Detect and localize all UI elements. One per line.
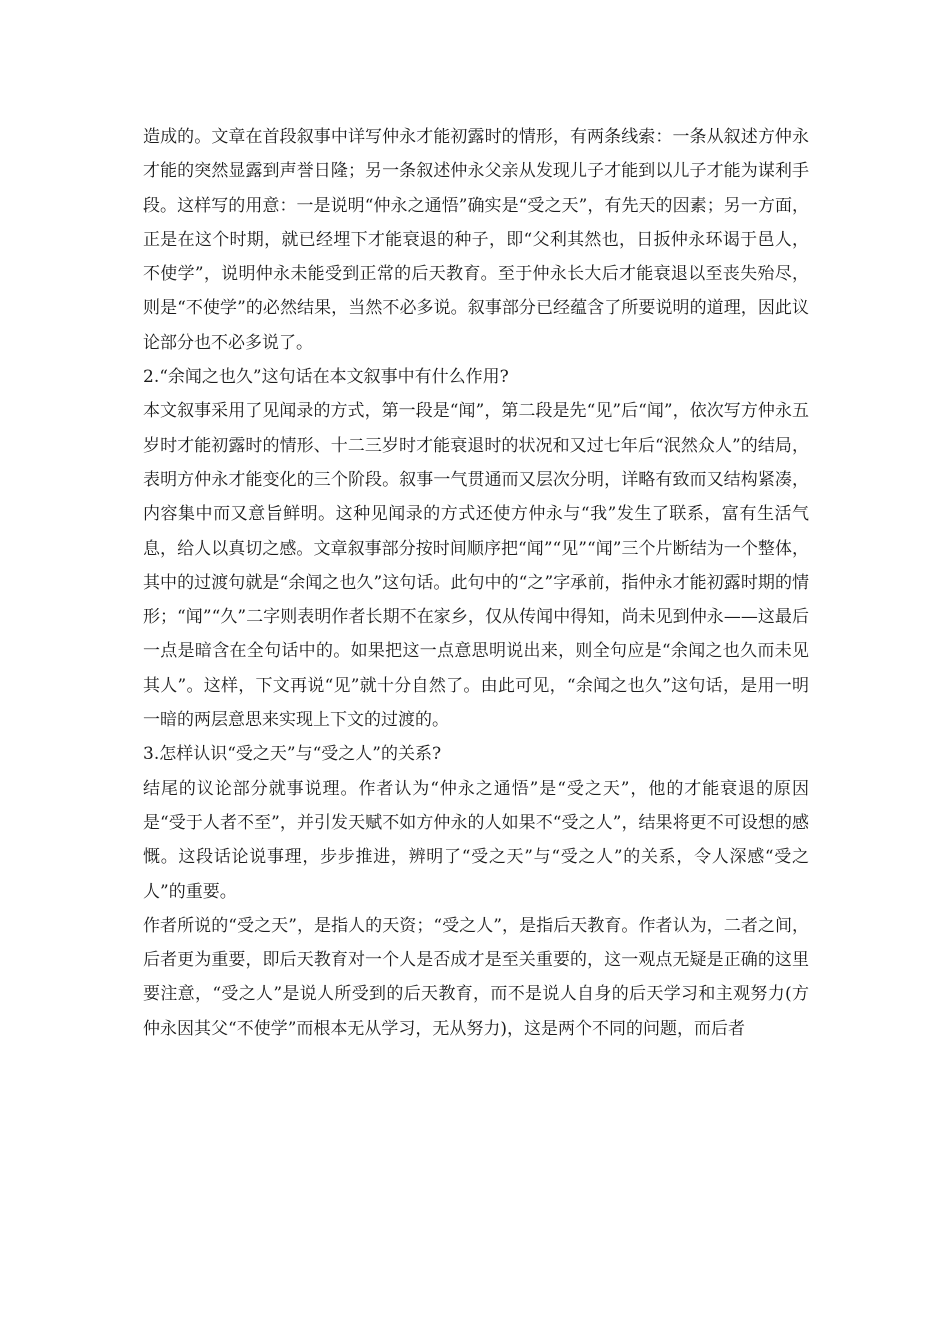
paragraph-continuation: 造成的。文章在首段叙事中详写仲永才能初露时的情形，有两条线索：一条从叙述方仲永才能的突然显露到声誉日隆；另一条叙述仲永父亲从发现儿子才能到以儿子才能为谋利手段。这样写的用意：一是说明“仲永之通悟”确实是“受之天”，有先天的因素；另一方面，正是在这个时期，就已经埋下才能衰退的种子，即“父利其然也，日扳仲永环谒于邑人，不使学”，说明仲永未能受到正常的后天教育。至于仲永长大后才能衰退以至丧失殆尽，则是“不使学”的必然结果，当然不必多说。叙事部分已经蕴含了所要说明的道理，因此议论部分也不必多说了。 bbox=[143, 127, 809, 353]
answer-paragraph-3a: 结尾的议论部分就事说理。作者认为“仲永之通悟”是“受之天”，他的才能衰退的原因是“受于人者不至”，并引发天赋不如方仲永的人如果不“受之人”，结果将更不可设想的感慨。这段话论说事理，步步推进，辨明了“受之天”与“受之人”的关系，令人深感“受之人”的重要。 bbox=[143, 778, 809, 902]
answer-paragraph-3b: 作者所说的“受之天”，是指人的天资；“受之人”，是指后天教育。作者认为，二者之间，后者更为重要，即后天教育对一个人是否成才是至关重要的，这一观点无疑是正确的这里要注意，“受之人”是说人所受到的后天教育，而不是说人自身的后天学习和主观努力(方仲永因其父“不使学”而根本无从学习，无从努力)，这是两个不同的问题，而后者 bbox=[143, 915, 809, 1039]
question-heading-2: 2.“余闻之也久”这句话在本文叙事中有什么作用? bbox=[143, 367, 509, 388]
answer-paragraph-2: 本文叙事采用了见闻录的方式，第一段是“闻”，第二段是先“见”后“闻”，依次写方仲永五岁时才能初露时的情形、十二三岁时才能衰退时的状况和又过七年后“泯然众人”的结局，表明方仲永才能变化的三个阶段。叙事一气贯通而又层次分明，详略有致而又结构紧凑，内容集中而又意旨鲜明。这种见闻录的方式还使方仲永与“我”发生了联系，富有生活气息，给人以真切之感。文章叙事部分按时间顺序把“闻”“见”“闻”三个片断结为一个整体，其中的过渡句就是“余闻之也久”这句话。此句中的“之”字承前，指仲永才能初露时期的情形；“闻”“久”二字则表明作者长期不在家乡，仅从传闻中得知，尚未见到仲永——这最后一点是暗含在全句话中的。如果把这一点意思明说出来，则全句应是“余闻之也久而未见其人”。这样，下文再说“见”就十分自然了。由此可见，“余闻之也久”这句话，是用一明一暗的两层意思来实现上下文的过渡的。 bbox=[143, 401, 809, 731]
question-heading-3: 3.怎样认识“受之天”与“受之人”的关系? bbox=[143, 744, 442, 765]
document-body bbox=[143, 120, 809, 1046]
